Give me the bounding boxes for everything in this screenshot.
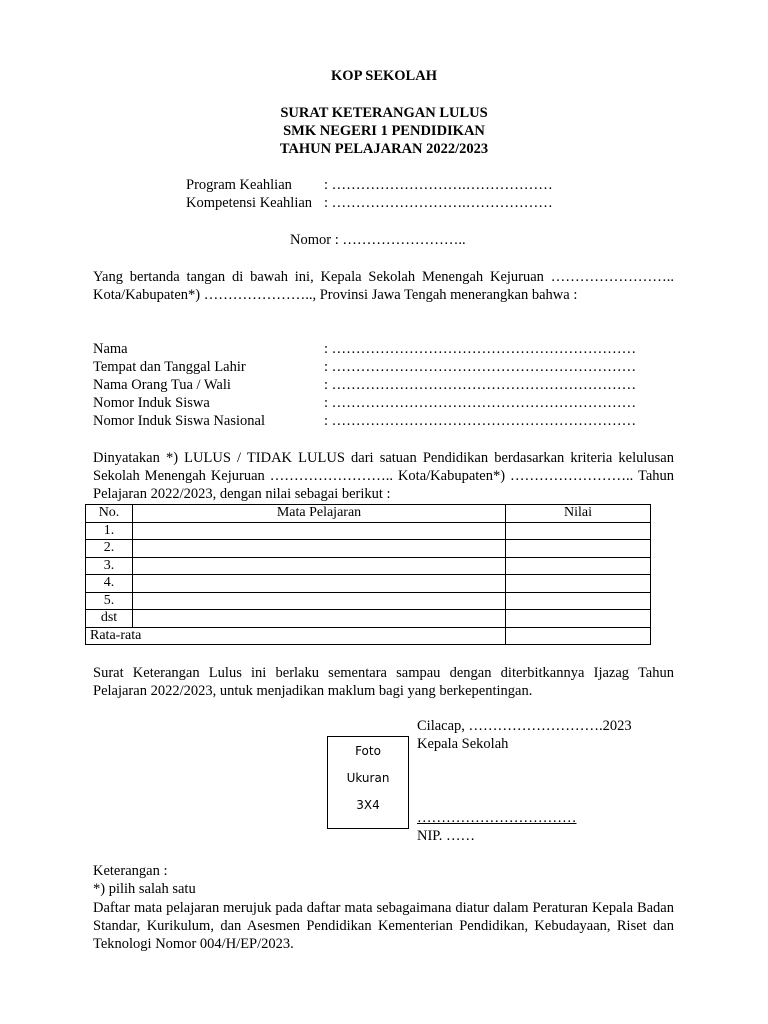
table-header-row (86, 505, 651, 523)
field-value: : ……………………………………………………… (324, 395, 637, 411)
row-number: 1. (86, 522, 133, 540)
photo-label-ukuran: Ukuran (346, 771, 390, 785)
note-subject-reference: Daftar mata pelajaran merujuk pada daftar mata sebagaimana diatur dalam Peraturan Kepala Badan Standar, Kurikulum, dan Asesmen Pendidikan Kementerian Pendidikan, Kebudayaan, Riset dan Teknologi Nomor 004/H/EP/2023. (93, 900, 674, 952)
notes-title: Keterangan : (93, 863, 168, 879)
signature-name-line: …………………………… (417, 810, 577, 826)
row-subject (133, 610, 506, 628)
row-number: 3. (86, 557, 133, 575)
field-label: Nama Orang Tua / Wali (93, 377, 231, 393)
average-score (506, 627, 651, 645)
signature-place-date: Cilacap, ……………………….2023 (417, 718, 632, 734)
row-number: 5. (86, 592, 133, 610)
photo-placeholder (327, 736, 409, 829)
program-label: Program Keahlian (186, 177, 292, 193)
row-score (506, 592, 651, 610)
row-subject (133, 557, 506, 575)
table-row (86, 592, 651, 610)
document-number: Nomor : …………………….. (290, 232, 466, 248)
table-row (86, 557, 651, 575)
signature-nip: NIP. …… (417, 828, 476, 844)
grades-table (85, 504, 651, 645)
average-label: Rata-rata (86, 627, 506, 645)
table-row (86, 575, 651, 593)
row-score (506, 575, 651, 593)
field-label: Nomor Induk Siswa (93, 395, 210, 411)
header-no: No. (86, 505, 133, 523)
kop-sekolah-heading: KOP SEKOLAH (331, 68, 437, 84)
photo-label-foto: Foto (355, 744, 381, 758)
row-score (506, 522, 651, 540)
row-subject (133, 522, 506, 540)
field-value: : ……………………………………………………… (324, 341, 637, 357)
table-row (86, 610, 651, 628)
row-number: dst (86, 610, 133, 628)
header-score: Nilai (506, 505, 651, 523)
field-value: : ……………………………………………………… (324, 377, 637, 393)
field-label: Nama (93, 341, 128, 357)
row-score (506, 540, 651, 558)
field-value: : ……………………………………………………… (324, 359, 637, 375)
row-score (506, 557, 651, 575)
program-value: : ……………………….……………… (324, 177, 553, 193)
row-subject (133, 575, 506, 593)
statement-paragraph: Dinyatakan *) LULUS / TIDAK LULUS dari satuan Pendidikan berdasarkan kriteria kelulusan Sekolah Menengah Kejuruan …………………….. Kota/Kabupaten*) …………………….. Tahun Pelajaran 2022/2023, dengan nilai sebagai berikut : (93, 450, 674, 502)
table-row (86, 540, 651, 558)
row-subject (133, 592, 506, 610)
field-label: Nomor Induk Siswa Nasional (93, 413, 265, 429)
header-subject: Mata Pelajaran (133, 505, 506, 523)
validity-paragraph: Surat Keterangan Lulus ini berlaku sementara sampau dengan diterbitkannya Ijazag Tahun Pelajaran 2022/2023, untuk menjadikan maklum bagi yang berkepentingan. (93, 665, 674, 699)
row-subject (133, 540, 506, 558)
school-name: SMK NEGERI 1 PENDIDIKAN (283, 123, 485, 139)
signature-position: Kepala Sekolah (417, 736, 509, 752)
note-choose-one: *) pilih salah satu (93, 881, 196, 897)
field-label: Tempat dan Tanggal Lahir (93, 359, 246, 375)
photo-label-size: 3X4 (356, 798, 380, 812)
kompetensi-label: Kompetensi Keahlian (186, 195, 313, 211)
field-value: : ……………………………………………………… (324, 413, 637, 429)
academic-year: TAHUN PELAJARAN 2022/2023 (279, 141, 489, 157)
kompetensi-value: : ……………………….……………… (324, 195, 553, 211)
average-row (86, 627, 651, 645)
intro-paragraph: Yang bertanda tangan di bawah ini, Kepala Sekolah Menengah Kejuruan …………………….. Kota/Kabupaten*) ………………….., Provinsi Jawa Tengah menerangkan bahwa : (93, 269, 674, 303)
document-title: SURAT KETERANGAN LULUS (280, 105, 488, 121)
row-number: 2. (86, 540, 133, 558)
row-score (506, 610, 651, 628)
row-number: 4. (86, 575, 133, 593)
table-row (86, 522, 651, 540)
